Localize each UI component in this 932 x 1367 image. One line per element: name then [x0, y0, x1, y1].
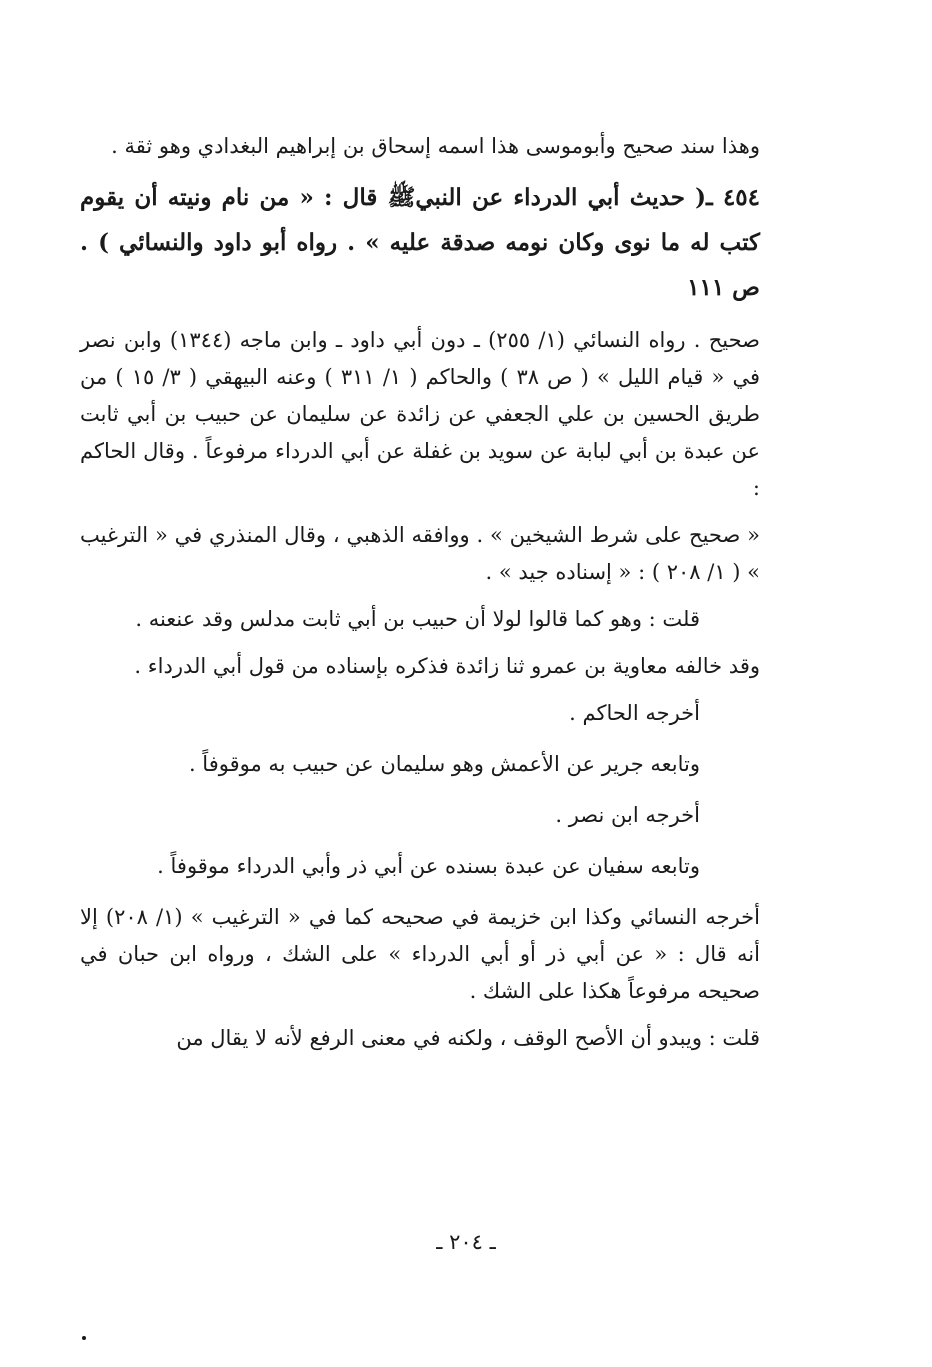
paragraph-nasai-khuzayma: أخرجه النسائي وكذا ابن خزيمة في صحيحه كما في « الترغيب » (١/ ٢٠٨) إلا أنه قال : « عن أبي ذر أو أبي الدرداء » على الشك ، ورواه ابن حبان في صحيحه مرفوعاً هكذا على الشك . — [80, 905, 760, 1003]
paragraph-muawiya: وقد خالفه معاوية بن عمرو ثنا زائدة فذكره بإسناده من قول أبي الدرداء . — [134, 654, 760, 678]
page-body — [80, 128, 760, 1067]
paragraph-takhrij: صحيح . رواه النسائي (١/ ٢٥٥) ـ دون أبي داود ـ وابن ماجه (١٣٤٤) وابن نصر في « قيام الليل » ( ص ٣٨ ) والحاكم ( ١/ ٣١١ ) وعنه البيهقي ( ٣/ ١٥ ) من طريق الحسين بن علي الجعفي عن زائدة عن سليمان عن حبيب بن أبي ثابت عن عبدة بن أبي لبابة عن سويد بن غفلة عن أبي الدرداء مرفوعاً . وقال الحاكم : — [80, 328, 760, 500]
paragraph-hakim-quote: « صحيح على شرط الشيخين » . ووافقه الذهبي ، وقال المنذري في « الترغيب » ( ١/ ٢٠٨ ) : « إسناده جيد » . — [80, 523, 760, 584]
paragraph-qultu-2: قلت : ويبدو أن الأصح الوقف ، ولكنه في معنى الرفع لأنه لا يقال من — [176, 1026, 760, 1050]
paragraph-akhrajahu-hakim: أخرجه الحاكم . — [569, 701, 700, 725]
page-number: ـ ٢٠٤ ـ — [436, 1230, 496, 1254]
paragraph-qultu-1: قلت : وهو كما قالوا لولا أن حبيب بن أبي ثابت مدلس وقد عنعنه . — [135, 607, 700, 631]
paragraph-sanad-note: وهذا سند صحيح وأبوموسى هذا اسمه إسحاق بن إبراهيم البغدادي وهو ثقة . — [111, 134, 760, 158]
paragraph-jarir: وتابعه جرير عن الأعمش وهو سليمان عن حبيب به موقوفاً . — [188, 752, 700, 776]
scan-speck — [82, 1336, 86, 1340]
paragraph-ibn-nasr: أخرجه ابن نصر . — [555, 803, 700, 827]
hadith-heading-454: ٤٥٤ ـ( حديث أبي الدرداء عن النبيﷺ قال : « من نام ونيته أن يقوم كتب له ما نوى وكان نومه صدقة عليه » . رواه أبو داود والنسائي ) . ص ١١١ — [80, 184, 760, 301]
paragraph-sufyan: وتابعه سفيان عن عبدة بسنده عن أبي ذر وأبي الدرداء موقوفاً . — [157, 854, 700, 878]
